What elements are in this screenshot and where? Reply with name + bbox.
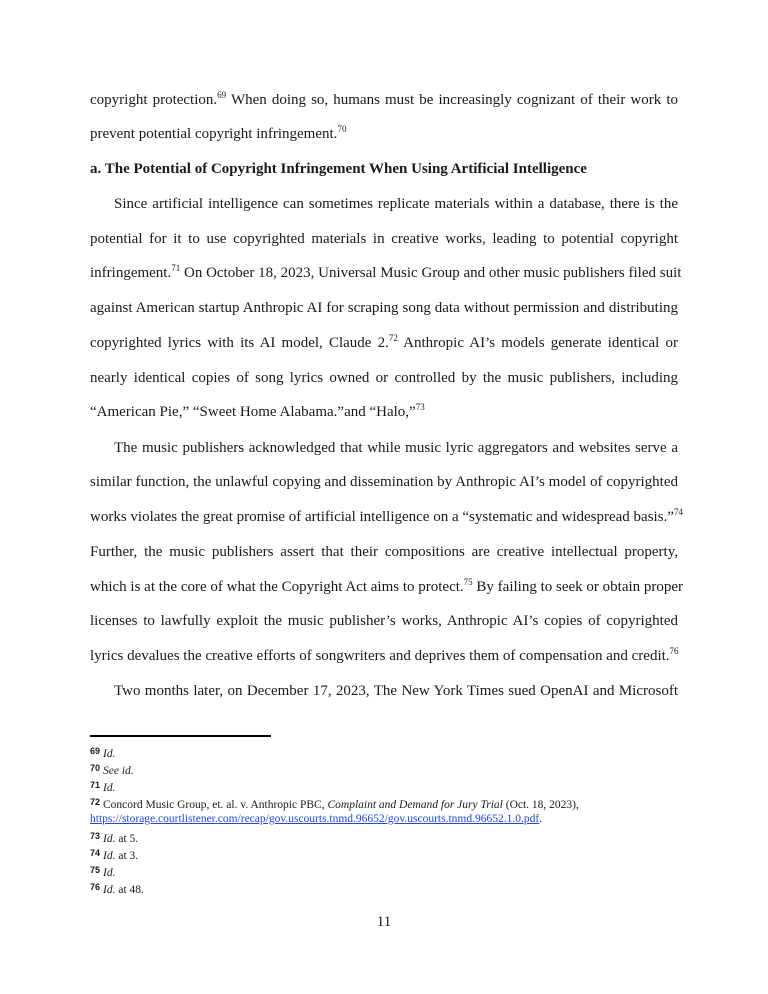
footnote-number: 75 xyxy=(90,865,101,875)
footnote-text: Id. xyxy=(103,867,116,879)
body-line: The music publishers acknowledged that while music lyric aggregators and websites serve a xyxy=(114,440,678,456)
text-run: lyrics devalues the creative efforts of songwriters and deprives them of compensation and credit. xyxy=(90,648,670,664)
footnote-number: 70 xyxy=(90,763,101,773)
footnote xyxy=(90,795,690,812)
footnote xyxy=(90,863,690,880)
text-run: copyright protection. xyxy=(90,92,218,108)
text-run: On October 18, 2023, Universal Music Group and other music publishers filed suit xyxy=(180,265,682,281)
text-run: copyrighted lyrics with its AI model, Claude 2. xyxy=(90,335,389,351)
footnote-text: at 48. xyxy=(115,884,144,896)
footnote-text: (Oct. 18, 2023), xyxy=(502,799,579,811)
footnote-continuation xyxy=(90,812,690,826)
body-line xyxy=(90,334,678,352)
footnote-ref[interactable]: 72 xyxy=(388,333,398,343)
body-line xyxy=(90,91,678,109)
text-run: Anthropic AI’s models generate identical or xyxy=(397,335,678,351)
footnote xyxy=(90,778,690,795)
footnote xyxy=(90,744,690,761)
body-line: Since artificial intelligence can sometimes replicate materials within a database, there is the xyxy=(114,196,678,212)
body-line: similar function, the unlawful copying and dissemination by Anthropic AI’s model of copyrighted xyxy=(90,474,678,490)
footnote xyxy=(90,761,690,778)
footnote-ref[interactable]: 69 xyxy=(217,90,227,100)
footnote-ref[interactable]: 74 xyxy=(673,507,683,517)
body-line: against American startup Anthropic AI for scraping song data without permission and distributing xyxy=(90,300,678,316)
footnote-link[interactable]: https://storage.courtlistener.com/recap/gov.uscourts.tnmd.96652/gov.uscourts.tnmd.96652.1.0.pdf xyxy=(90,813,540,825)
footnote-number: 74 xyxy=(90,848,101,858)
text-run: infringement. xyxy=(90,265,172,281)
footnote-number: 69 xyxy=(90,746,101,756)
footnote-number: 76 xyxy=(90,882,101,892)
footnote-title: Complaint and Demand for Jury Trial xyxy=(327,799,503,811)
footnote-id: Id. xyxy=(103,884,116,896)
body-line: Further, the music publishers assert that their compositions are creative intellectual property, xyxy=(90,544,678,560)
body-line xyxy=(90,577,684,596)
text-run: works violates the great promise of artificial intelligence on a “systematic and widespread basis.” xyxy=(90,509,674,525)
footnote-text: Concord Music Group, et. al. v. Anthropic PBC, xyxy=(103,799,328,811)
page-number: 11 xyxy=(376,914,392,930)
footnote-number: 71 xyxy=(90,780,101,790)
footnote-text: at 5. xyxy=(115,833,139,845)
footnote-text: Id. xyxy=(103,782,116,794)
text-run: prevent potential copyright infringement. xyxy=(90,126,338,142)
footnote-ref[interactable]: 73 xyxy=(415,402,425,412)
body-line: nearly identical copies of song lyrics owned or controlled by the music publishers, including xyxy=(90,370,678,386)
body-line xyxy=(90,125,678,143)
footnote-separator xyxy=(90,735,271,737)
footnote-text: at 3. xyxy=(115,850,139,862)
footnote-text: . xyxy=(539,813,543,825)
footnote-number: 72 xyxy=(90,797,101,807)
text-run: which is at the core of what the Copyright Act aims to protect. xyxy=(90,579,464,595)
footnote-ref[interactable]: 70 xyxy=(337,124,347,134)
footnote-text: Id. xyxy=(103,748,116,760)
body-line xyxy=(90,403,678,421)
footnote-id: Id. xyxy=(103,833,116,845)
footnote-ref[interactable]: 71 xyxy=(171,263,181,273)
footnote-id: Id. xyxy=(103,850,116,862)
footnote-ref[interactable]: 76 xyxy=(669,646,679,656)
footnote-text: See id. xyxy=(103,765,134,777)
body-line: licenses to lawfully exploit the music publisher’s works, Anthropic AI’s copies of copyrighted xyxy=(90,613,678,629)
body-line xyxy=(90,647,678,665)
footnote-number: 73 xyxy=(90,831,101,841)
section-heading: a. The Potential of Copyright Infringement When Using Artificial Intelligence xyxy=(90,161,587,177)
footnote xyxy=(90,846,690,863)
text-run: By failing to seek or obtain proper xyxy=(472,579,684,595)
body-line xyxy=(90,507,683,526)
body-line: potential for it to use copyrighted materials in creative works, leading to potential copyright xyxy=(90,231,678,247)
footnote xyxy=(90,829,690,846)
footnote-ref[interactable]: 75 xyxy=(463,577,473,587)
footnote xyxy=(90,880,690,897)
body-line: Two months later, on December 17, 2023, The New York Times sued OpenAI and Microsoft xyxy=(114,683,678,699)
text-run: When doing so, humans must be increasingly cognizant of their work to xyxy=(226,92,678,108)
body-line xyxy=(90,263,682,282)
text-run: “American Pie,” “Sweet Home Alabama.”and “Halo,” xyxy=(90,404,416,420)
